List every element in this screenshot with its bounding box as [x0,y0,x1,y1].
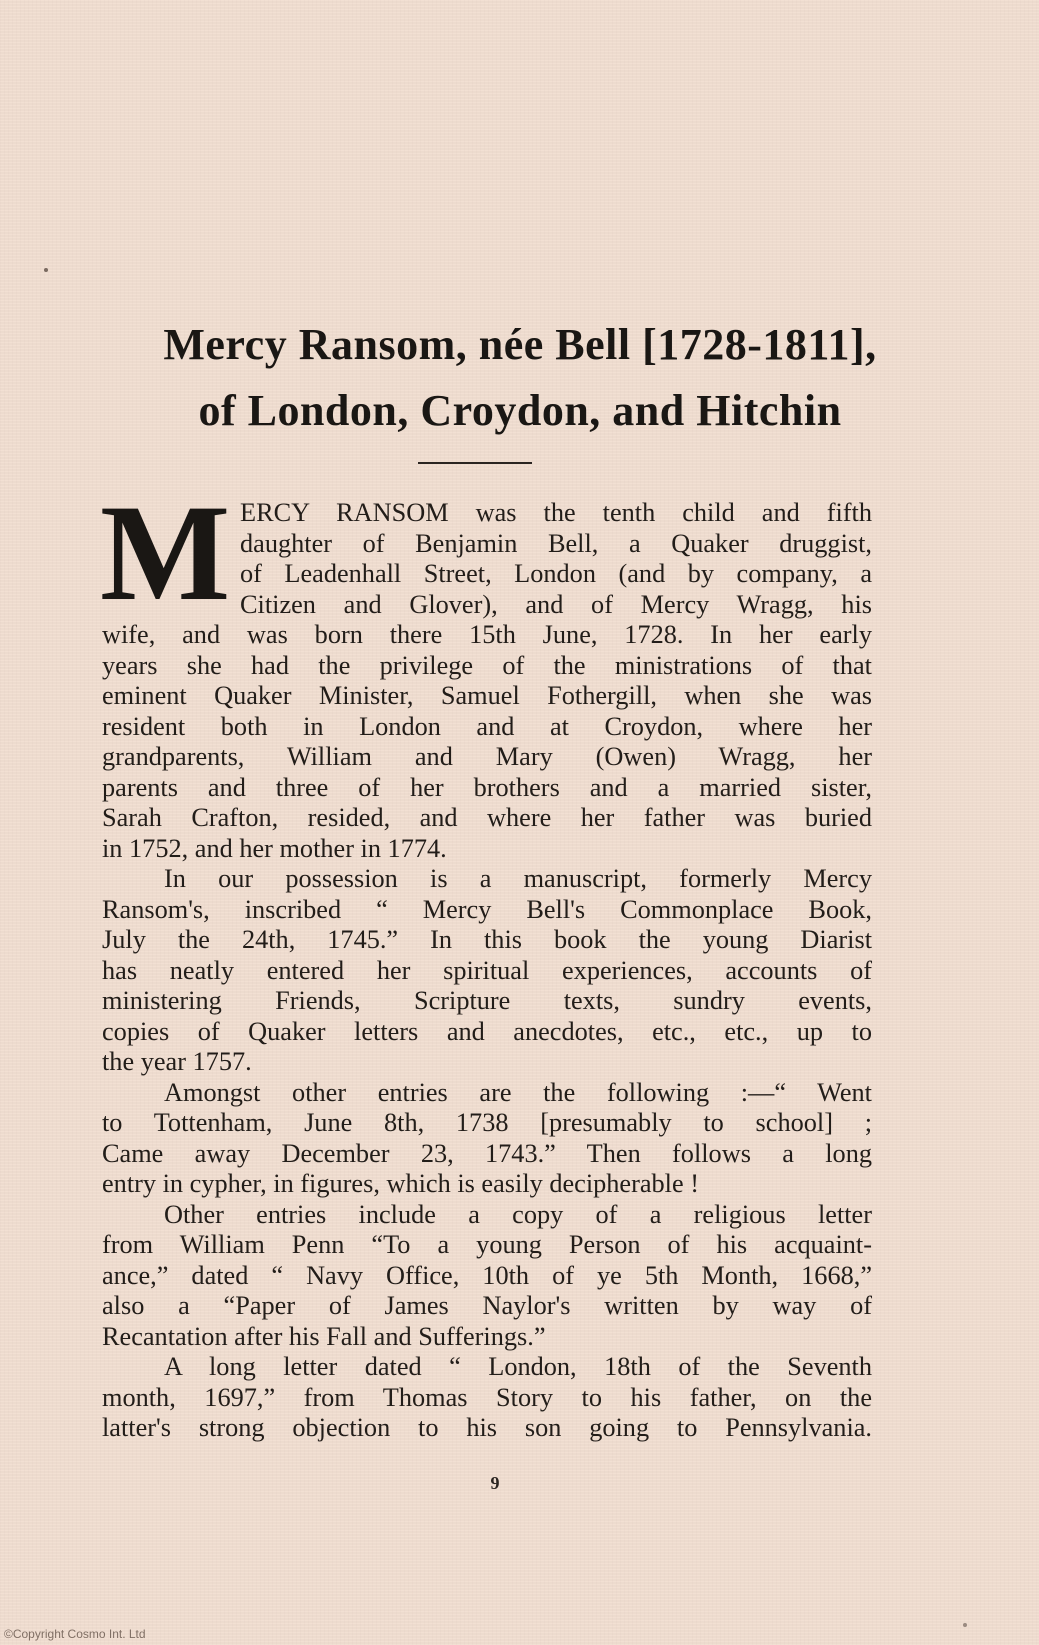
text-line: copies of Quaker letters and anecdotes, etc., etc., up to [102,1016,872,1046]
text-line: has neatly entered her spiritual experiences, accounts of [102,955,872,985]
text-line: also a “Paper of James Naylor's written by way of [102,1291,872,1320]
text-line: A long letter dated “ London, 18th of the Seventh [164,1352,872,1381]
text-line: daughter of Benjamin Bell, a Quaker druggist, [240,528,872,558]
text-line: Came away December 23, 1743.” Then follows a long [102,1138,872,1168]
title-divider [418,462,532,464]
text-line: wife, and was born there 15th June, 1728. In her early [102,620,872,649]
text-line: ministering Friends, Scripture texts, sundry events, [102,986,872,1015]
text-line: Citizen and Glover), and of Mercy Wragg, his [240,589,872,619]
text-line: ance,” dated “ Navy Office, 10th of ye 5th Month, 1668,” [102,1260,872,1290]
text-line: of Leadenhall Street, London (and by company, a [240,559,872,588]
text-line: Sarah Crafton, resided, and where her father was buried [102,803,872,832]
paper-speck [44,268,48,272]
text-line: in 1752, and her mother in 1774. [102,833,447,863]
text-line: from William Penn “To a young Person of his acquaint- [102,1230,872,1259]
text-line: resident both in London and at Croydon, where her [102,711,872,741]
text-line: month, 1697,” from Thomas Story to his father, on the [102,1382,872,1412]
title-line-1: Mercy Ransom, née Bell [1728-1811], [163,320,877,369]
text-line: Ransom's, inscribed “ Mercy Bell's Commonplace Book, [102,894,872,924]
text-line: July the 24th, 1745.” In this book the young Diarist [102,925,872,954]
drop-cap: M [100,476,231,629]
text-line: years she had the privilege of the ministrations of that [102,650,872,680]
text-line: eminent Quaker Minister, Samuel Fothergill, when she was [102,681,872,710]
paper-speck [963,1623,967,1627]
text-line: parents and three of her brothers and a married sister, [102,772,872,802]
page-number: 9 [490,1473,500,1493]
body-text [102,498,872,1444]
text-line: latter's strong objection to his son going to Pennsylvania. [102,1413,872,1442]
text-line: to Tottenham, June 8th, 1738 [presumably to school] ; [102,1108,872,1137]
text-line: the year 1757. [102,1047,252,1076]
text-line: ERCY RANSOM was the tenth child and fifth [240,498,872,527]
text-line: Recantation after his Fall and Sufferings.” [102,1321,546,1351]
page-title [80,312,960,444]
copyright-watermark: ©Copyright Cosmo Int. Ltd [4,1627,146,1641]
text-line: Amongst other entries are the following :—“ Went [164,1077,872,1107]
title-line-2: of London, Croydon, and Hitchin [198,386,842,435]
text-line: Other entries include a copy of a religious letter [164,1199,872,1229]
text-line: grandparents, William and Mary (Owen) Wragg, her [102,742,872,771]
text-line: entry in cypher, in figures, which is easily decipherable ! [102,1169,699,1198]
text-line: In our possession is a manuscript, formerly Mercy [164,864,872,893]
